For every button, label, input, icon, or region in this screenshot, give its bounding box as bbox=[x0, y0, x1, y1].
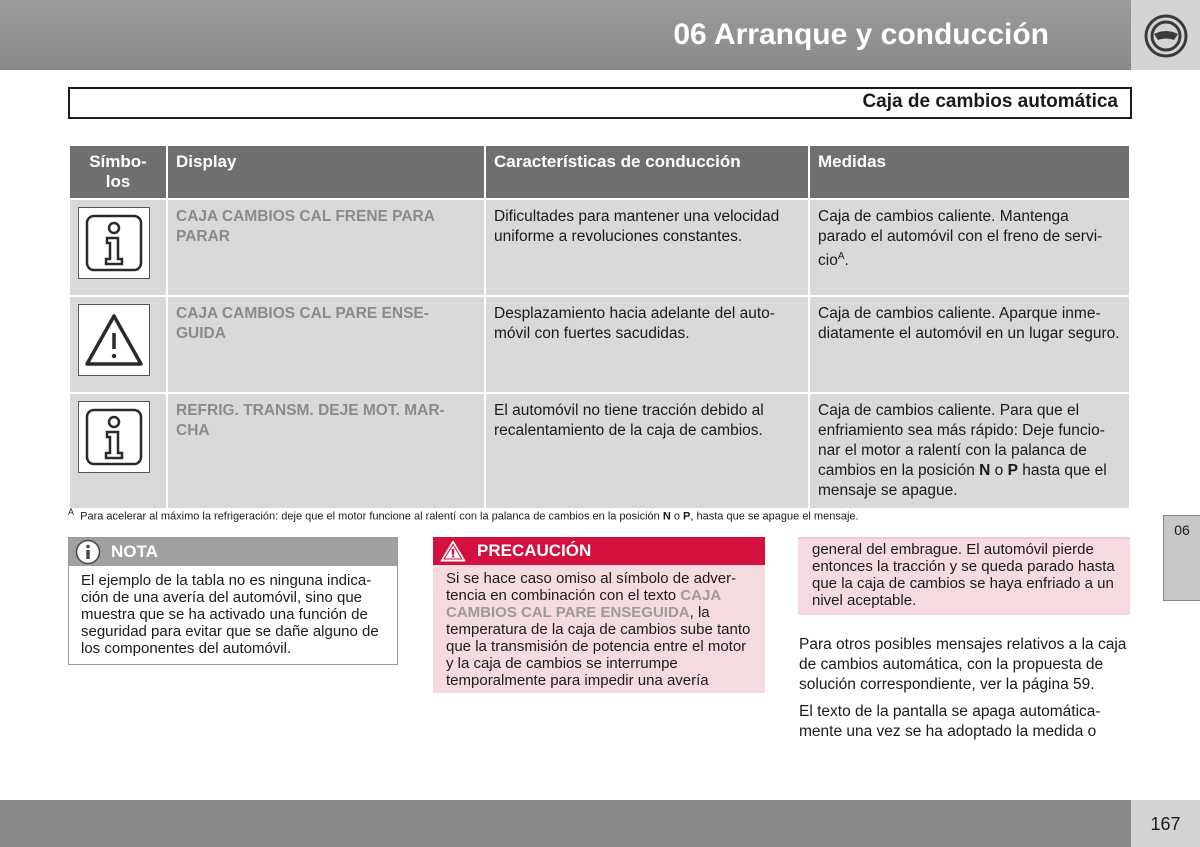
footer-band bbox=[0, 800, 1131, 847]
display-text: CAJA CAMBIOS CAL FRENE PARA PARAR bbox=[168, 200, 484, 295]
characteristics-text: Desplazamiento hacia adelante del auto-móvil con fuertes sacudidas. bbox=[486, 297, 808, 392]
display-text: REFRIG. TRANSM. DEJE MOT. MAR-CHA bbox=[168, 394, 484, 508]
column-header-measures: Medidas bbox=[810, 146, 1129, 198]
symbol-cell bbox=[70, 394, 166, 508]
symbol-cell bbox=[70, 297, 166, 392]
note-text: El ejemplo de la tabla no es ninguna indica-ción de una avería del automóvil, sino que muestra que se ha activado una función de seguridad para evitar que se dañe alguno de los componentes del automóvil. bbox=[81, 572, 379, 657]
chapter-icon-box bbox=[1131, 0, 1200, 70]
info-icon bbox=[78, 207, 150, 279]
characteristics-text: Dificultades para mantener una velocidad uniforme a revoluciones constantes. bbox=[486, 200, 808, 295]
measures-text: Caja de cambios caliente. Aparque inme-diatamente el automóvil en un lugar seguro. bbox=[810, 297, 1129, 392]
chapter-tab: 06 bbox=[1163, 515, 1200, 601]
characteristics-text: El automóvil no tiene tracción debido al recalentamiento de la caja de cambios. bbox=[486, 394, 808, 508]
page-number: 167 bbox=[1150, 814, 1181, 834]
body-paragraph: El texto de la pantalla se apaga automática-mente una vez se ha adoptado la medida o bbox=[799, 703, 1101, 740]
table-row bbox=[70, 297, 1129, 392]
warning-triangle-icon bbox=[439, 539, 467, 563]
footnote: $^A$ Para acelerar al máximo la refrigeración: deje que el motor funcione al ralentí con la palanca de cambios en la posición N o P, hasta que se apague el mensaje. bbox=[68, 507, 859, 523]
page-number-box bbox=[1131, 800, 1200, 847]
warning-triangle-icon bbox=[78, 304, 150, 376]
caution-text: Si se hace caso omiso al símbolo de adver-tencia en combinación con el texto CAJA CAMBIOS CAL PARE ENSEGUIDA, la temperatura de la caja de cambios sube tanto que la transmisión de potencia entre el motor y la caja de cambios se interrumpe temporalmente para impedir una avería bbox=[446, 570, 751, 689]
table-row bbox=[70, 200, 1129, 295]
body-paragraph: Para otros posibles mensajes relativos a la caja de cambios automática, con la propuesta de solución correspondiente, ver la página 59. bbox=[799, 636, 1127, 693]
caution-label: PRECAUCIÓN bbox=[477, 541, 592, 560]
column-header-symbols: Símbo-los bbox=[70, 146, 166, 198]
measures-text: Caja de cambios caliente. Para que el enfriamiento sea más rápido: Deje funcio-nar el motor a ralentí con la palanca de cambios en la posición N o P hasta que el mensaje se apague. bbox=[810, 394, 1129, 508]
note-label: NOTA bbox=[111, 542, 158, 561]
section-title: Caja de cambios automática bbox=[862, 91, 1118, 112]
column-header-characteristics: Características de conducción bbox=[486, 146, 808, 198]
note-header bbox=[69, 538, 397, 566]
messages-table bbox=[68, 144, 1131, 510]
symbol-cell bbox=[70, 200, 166, 295]
note-box bbox=[68, 537, 398, 665]
caution-box bbox=[433, 537, 765, 693]
info-circle-icon bbox=[75, 539, 101, 565]
header-band bbox=[0, 0, 1131, 70]
steering-wheel-icon bbox=[1144, 14, 1188, 58]
measures-text: Caja de cambios caliente. Mantenga parado el automóvil con el freno de servi-cio$^A$. bbox=[810, 200, 1129, 295]
table-row bbox=[70, 394, 1129, 508]
caution-continuation: general del embrague. El automóvil pierde entonces la tracción y se queda parado hasta que la caja de cambios se haya enfriado a un nivel aceptable. bbox=[798, 537, 1130, 615]
table-header-row bbox=[70, 146, 1129, 198]
column-header-display: Display bbox=[168, 146, 484, 198]
display-text: CAJA CAMBIOS CAL PARE ENSE-GUIDA bbox=[168, 297, 484, 392]
chapter-title: 06 Arranque y conducción bbox=[673, 18, 1049, 51]
section-bar bbox=[68, 87, 1132, 119]
info-icon bbox=[78, 401, 150, 473]
caution-header bbox=[433, 537, 765, 565]
